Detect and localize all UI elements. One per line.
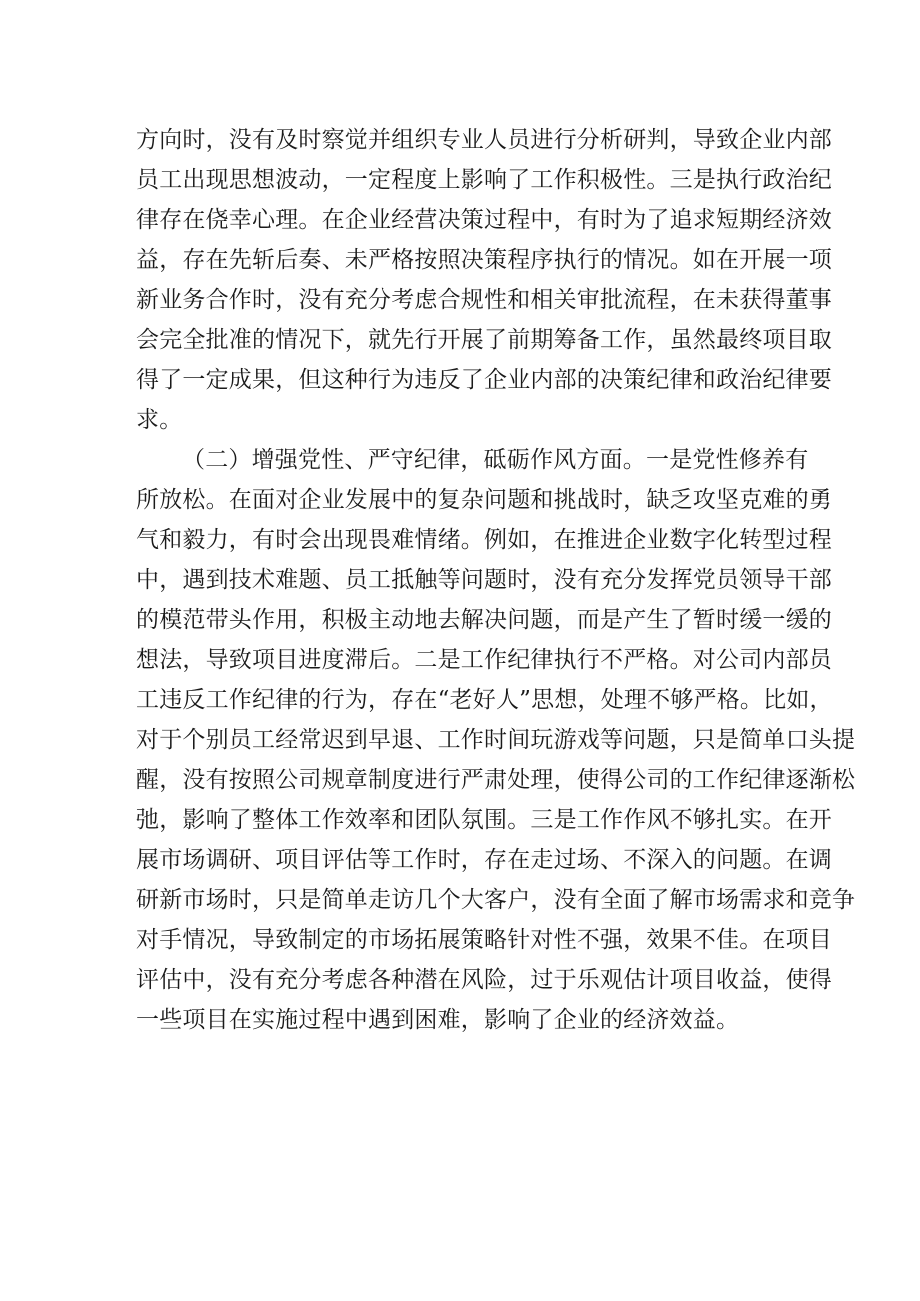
paragraph-2-line-6: 想法，导致项目进度滞后。二是工作纪律执行不严格。对公司内部员 bbox=[136, 647, 832, 673]
paragraph-2-line-1: （二）增强党性、严守纪律，砥砺作风方面。一是党性修养有 bbox=[182, 447, 809, 473]
paragraph-1-line-4: 益，存在先斩后奏、未严格按照决策程序执行的情况。如在开展一项 bbox=[136, 247, 832, 273]
paragraph-1-line-6: 会完全批准的情况下，就先行开展了前期筹备工作，虽然最终项目取 bbox=[136, 327, 832, 353]
paragraph-2-line-4: 中，遇到技术难题、员工抵触等问题时，没有充分发挥党员领导干部 bbox=[136, 567, 832, 593]
paragraph-2-line-12: 研新市场时，只是简单走访几个大客户，没有全面了解市场需求和竞争 bbox=[136, 887, 856, 913]
paragraph-1-line-2: 员工出现思想波动，一定程度上影响了工作积极性。三是执行政治纪 bbox=[136, 167, 832, 193]
paragraph-2-line-14: 评估中，没有充分考虑各种潜在风险，过于乐观估计项目收益，使得 bbox=[136, 967, 832, 993]
paragraph-2-line-11: 展市场调研、项目评估等工作时，存在走过场、不深入的问题。在调 bbox=[136, 847, 832, 873]
paragraph-2-line-3: 气和毅力，有时会出现畏难情绪。例如，在推进企业数字化转型过程 bbox=[136, 527, 832, 553]
paragraph-1-line-7: 得了一定成果，但这种行为违反了企业内部的决策纪律和政治纪律要 bbox=[136, 367, 832, 393]
paragraph-1-line-5: 新业务合作时，没有充分考虑合规性和相关审批流程，在未获得董事 bbox=[136, 287, 832, 313]
paragraph-2-line-13: 对手情况，导致制定的市场拓展策略针对性不强，效果不佳。在项目 bbox=[136, 927, 832, 953]
paragraph-2-line-2: 所放松。在面对企业发展中的复杂问题和挑战时，缺乏攻坚克难的勇 bbox=[136, 487, 832, 513]
paragraph-2-line-15: 一些项目在实施过程中遇到困难，影响了企业的经济效益。 bbox=[136, 1007, 740, 1033]
paragraph-2-line-10: 弛，影响了整体工作效率和团队氛围。三是工作作风不够扎实。在开 bbox=[136, 807, 832, 833]
paragraph-1-line-3: 律存在侥幸心理。在企业经营决策过程中，有时为了追求短期经济效 bbox=[136, 207, 832, 233]
paragraph-2-line-7: 工违反工作纪律的行为，存在“老好人”思想，处理不够严格。比如， bbox=[136, 687, 833, 713]
paragraph-2-line-8: 对于个别员工经常迟到早退、工作时间玩游戏等问题，只是简单口头提 bbox=[136, 727, 856, 753]
paragraph-1-line-1: 方向时，没有及时察觉并组织专业人员进行分析研判，导致企业内部 bbox=[136, 127, 832, 153]
paragraph-2-line-5: 的模范带头作用，积极主动地去解决问题，而是产生了暂时缓一缓的 bbox=[136, 607, 832, 633]
paragraph-2-line-9: 醒，没有按照公司规章制度进行严肃处理，使得公司的工作纪律逐渐松 bbox=[136, 767, 856, 793]
paragraph-1-line-8: 求。 bbox=[136, 407, 183, 433]
document-body bbox=[136, 120, 856, 1040]
